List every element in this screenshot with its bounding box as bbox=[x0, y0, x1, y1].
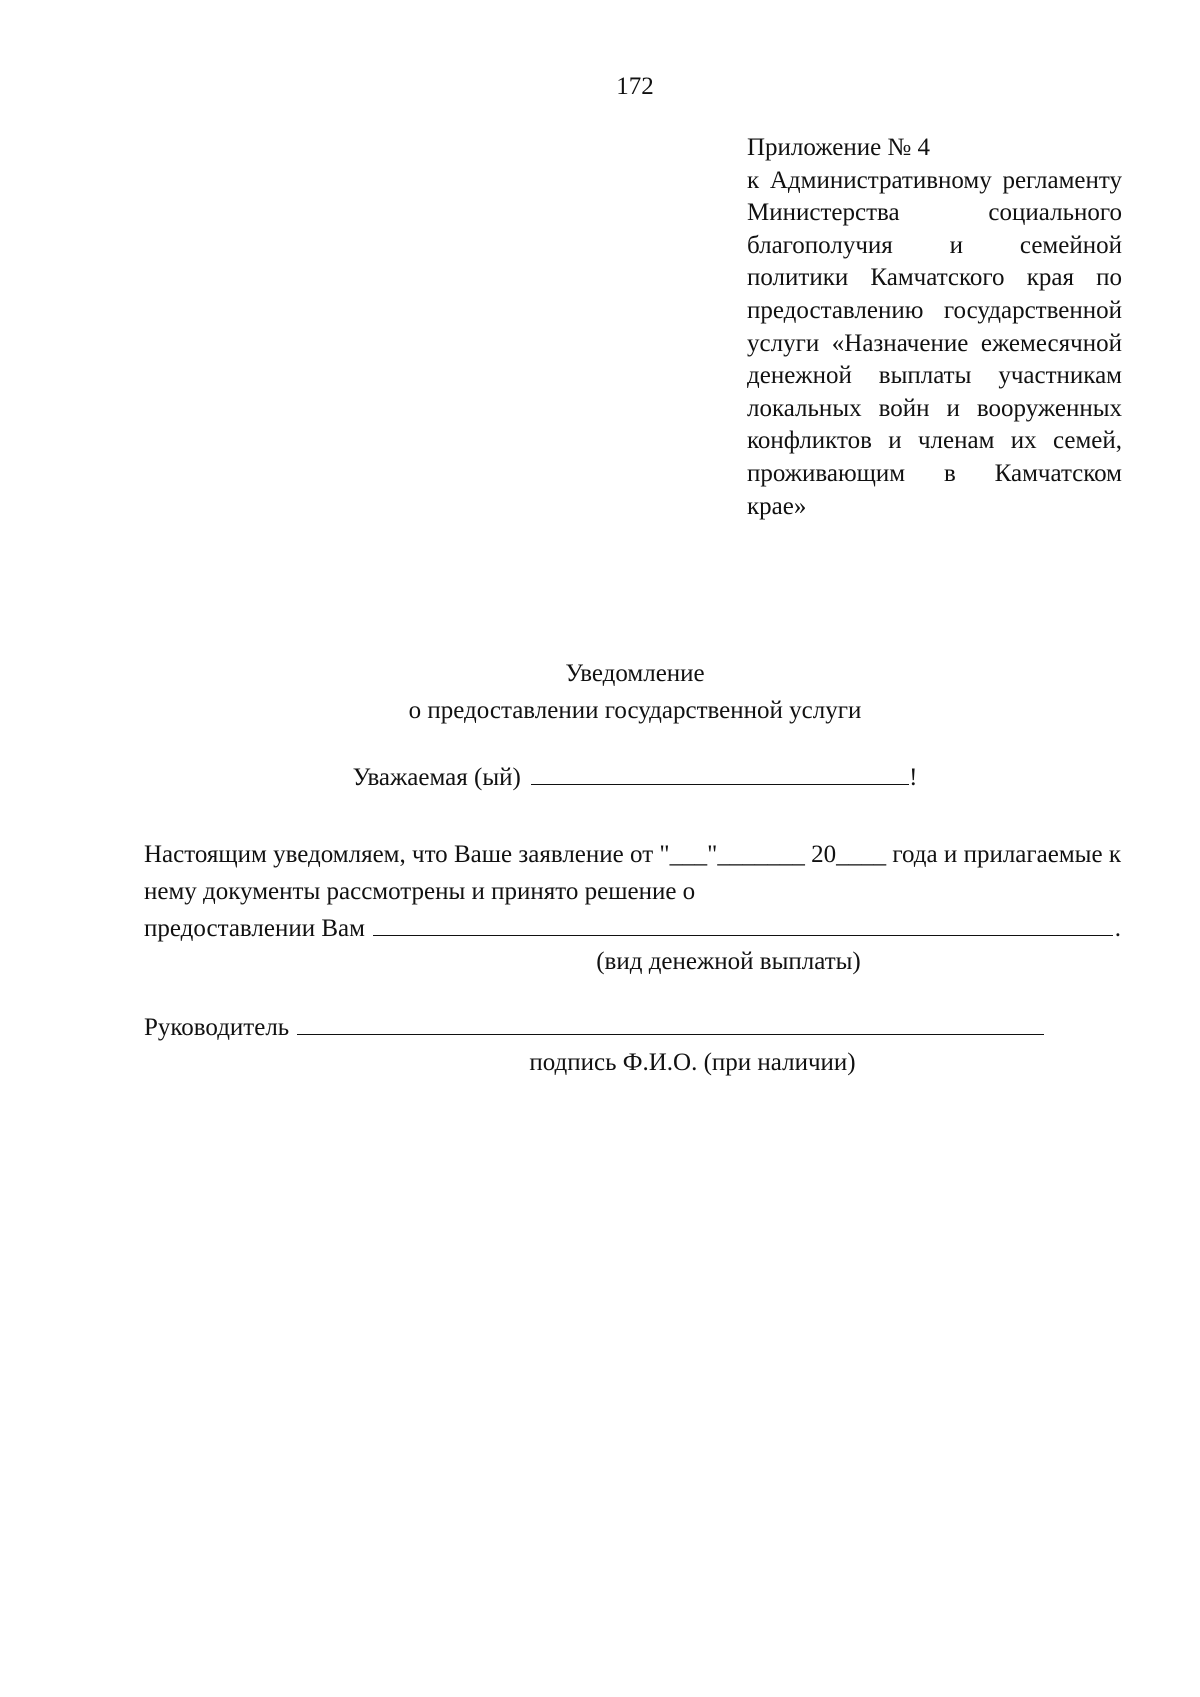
greeting-line bbox=[0, 762, 1200, 793]
payment-type-blank[interactable] bbox=[373, 913, 1113, 936]
appendix-body: к Административному регламенту Министерства социального благополучия и семейной политики Камчатского края по предоставлению государственной услуги «Назначение ежемесячной денежной выплаты участникам локальных войн и вооруженных конфликтов и членам их семей, проживающим в Камчатском крае» bbox=[747, 166, 1122, 520]
notice-paragraph bbox=[144, 836, 1121, 947]
notice-text: Настоящим уведомляем, что Ваше заявление от "___"_______ 20____ года и прилагаемые к нему документы рассмотрены и принято решение о bbox=[144, 841, 1121, 905]
notice-last-prefix: предоставлении Вам bbox=[144, 915, 365, 942]
document-title bbox=[0, 655, 1200, 729]
payment-type-caption: (вид денежной выплаты) bbox=[596, 948, 861, 975]
head-label: Руководитель bbox=[144, 1014, 290, 1041]
appendix-block bbox=[747, 132, 1122, 523]
title-line-2: о предоставлении государственной услуги bbox=[408, 697, 862, 724]
notice-last-suffix: . bbox=[1114, 915, 1121, 942]
head-signature-blank[interactable] bbox=[297, 1012, 1044, 1035]
page-number: 172 bbox=[616, 73, 654, 100]
signature-caption: подпись Ф.И.О. (при наличии) bbox=[529, 1049, 856, 1076]
greeting-prefix: Уважаемая (ый) bbox=[352, 764, 521, 791]
title-line-1: Уведомление bbox=[565, 660, 705, 687]
head-signature-line bbox=[144, 1012, 1044, 1043]
recipient-name-blank[interactable] bbox=[531, 762, 909, 785]
greeting-suffix: ! bbox=[909, 764, 918, 791]
notice-last-line bbox=[144, 910, 1121, 947]
appendix-heading: Приложение № 4 bbox=[747, 134, 931, 161]
